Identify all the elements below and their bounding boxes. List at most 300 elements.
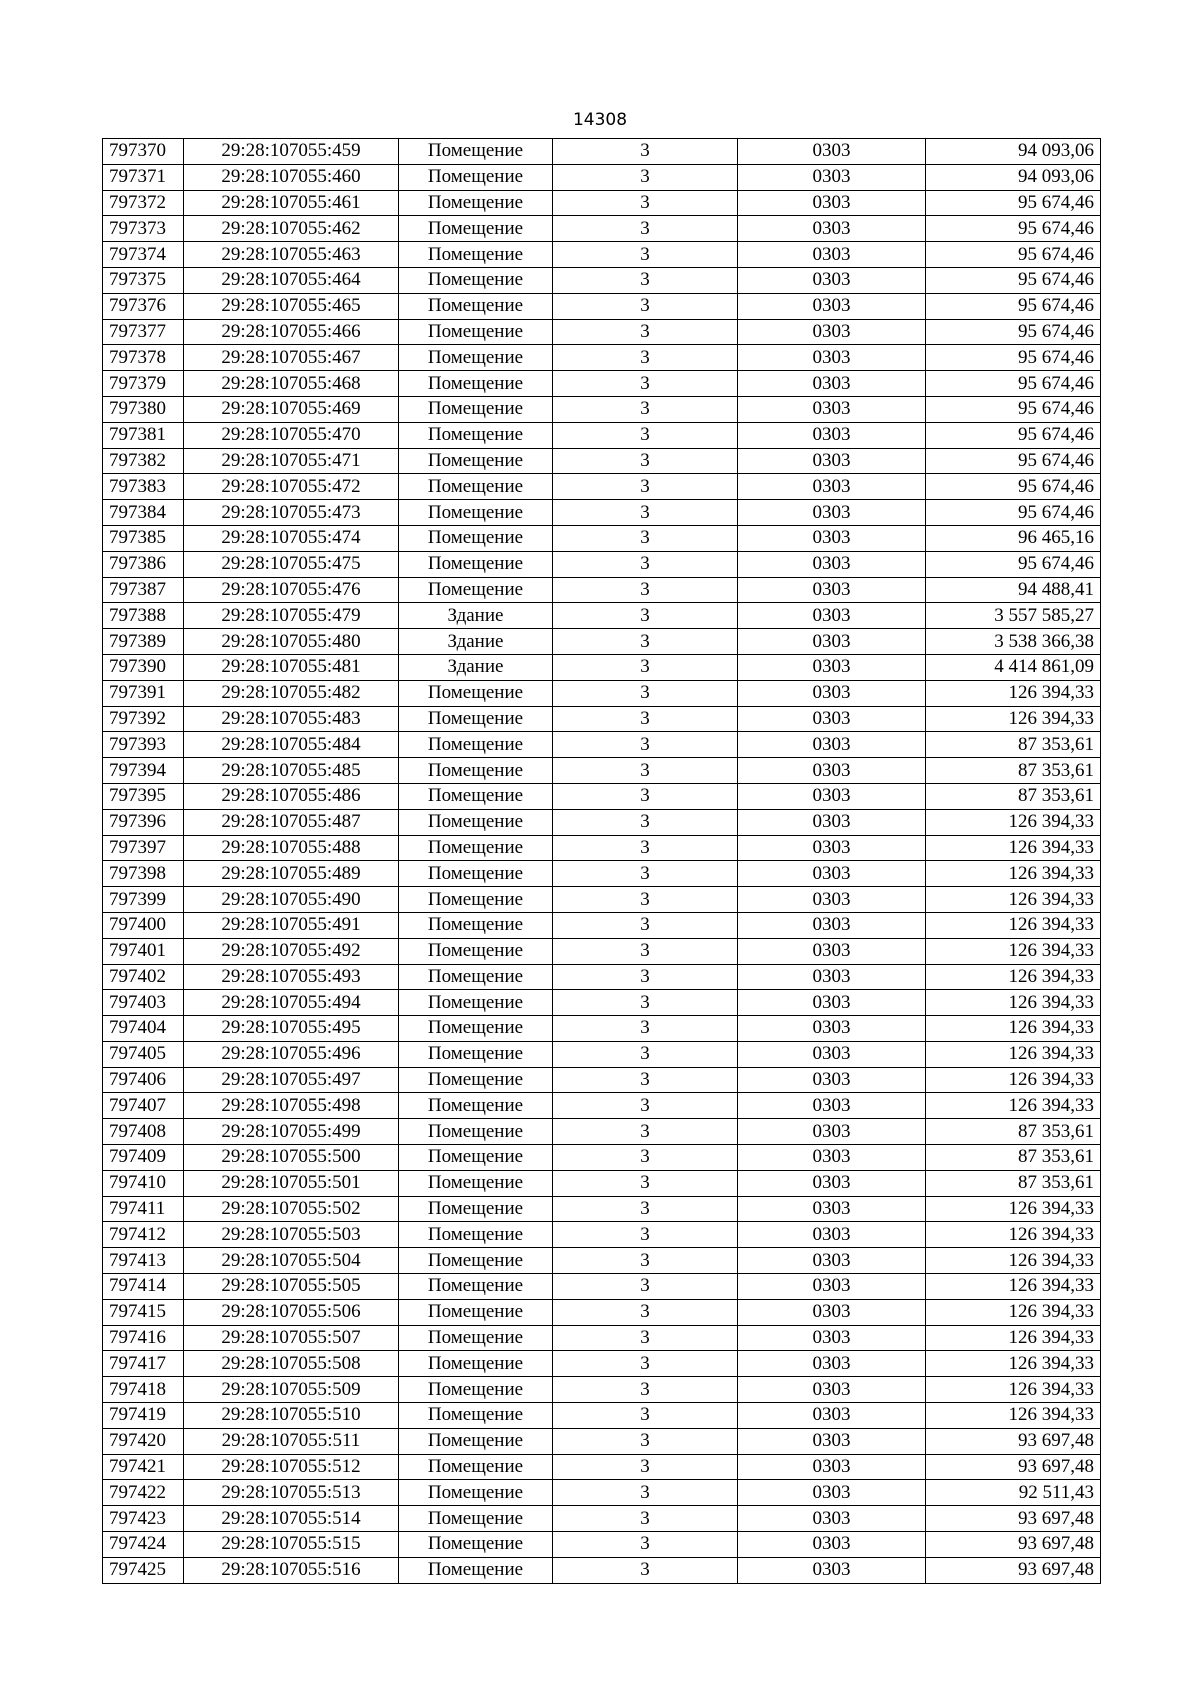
group-cell: 3 bbox=[553, 938, 738, 964]
code-cell: 0303 bbox=[738, 629, 926, 655]
table-row bbox=[103, 603, 1101, 629]
row-number-cell: 797400 bbox=[103, 912, 184, 938]
table-row bbox=[103, 190, 1101, 216]
group-cell: 3 bbox=[553, 1325, 738, 1351]
row-number-cell: 797422 bbox=[103, 1480, 184, 1506]
cadastral-value-cell: 96 465,16 bbox=[926, 525, 1101, 551]
group-cell: 3 bbox=[553, 1145, 738, 1171]
cadastral-value-cell: 126 394,33 bbox=[926, 835, 1101, 861]
code-cell: 0303 bbox=[738, 319, 926, 345]
object-type-cell: Помещение bbox=[399, 216, 553, 242]
table-row bbox=[103, 861, 1101, 887]
object-type-cell: Помещение bbox=[399, 1274, 553, 1300]
table-row bbox=[103, 964, 1101, 990]
object-type-cell: Здание bbox=[399, 629, 553, 655]
code-cell: 0303 bbox=[738, 371, 926, 397]
cadastral-value-cell: 126 394,33 bbox=[926, 1067, 1101, 1093]
group-cell: 3 bbox=[553, 1119, 738, 1145]
table-row bbox=[103, 758, 1101, 784]
code-cell: 0303 bbox=[738, 783, 926, 809]
object-type-cell: Помещение bbox=[399, 1299, 553, 1325]
group-cell: 3 bbox=[553, 1454, 738, 1480]
cadastral-number-cell: 29:28:107055:498 bbox=[184, 1093, 399, 1119]
row-number-cell: 797388 bbox=[103, 603, 184, 629]
cadastral-value-cell: 95 674,46 bbox=[926, 448, 1101, 474]
table-row bbox=[103, 912, 1101, 938]
table-row bbox=[103, 938, 1101, 964]
row-number-cell: 797383 bbox=[103, 474, 184, 500]
table-row bbox=[103, 216, 1101, 242]
row-number-cell: 797393 bbox=[103, 732, 184, 758]
row-number-cell: 797413 bbox=[103, 1248, 184, 1274]
code-cell: 0303 bbox=[738, 190, 926, 216]
group-cell: 3 bbox=[553, 242, 738, 268]
cadastral-number-cell: 29:28:107055:473 bbox=[184, 500, 399, 526]
group-cell: 3 bbox=[553, 1557, 738, 1583]
code-cell: 0303 bbox=[738, 1248, 926, 1274]
row-number-cell: 797403 bbox=[103, 990, 184, 1016]
object-type-cell: Помещение bbox=[399, 1377, 553, 1403]
object-type-cell: Помещение bbox=[399, 525, 553, 551]
table-row bbox=[103, 1274, 1101, 1300]
code-cell: 0303 bbox=[738, 1041, 926, 1067]
cadastral-number-cell: 29:28:107055:504 bbox=[184, 1248, 399, 1274]
row-number-cell: 797412 bbox=[103, 1222, 184, 1248]
code-cell: 0303 bbox=[738, 1325, 926, 1351]
cadastral-number-cell: 29:28:107055:470 bbox=[184, 422, 399, 448]
object-type-cell: Помещение bbox=[399, 345, 553, 371]
group-cell: 3 bbox=[553, 706, 738, 732]
cadastral-number-cell: 29:28:107055:483 bbox=[184, 706, 399, 732]
group-cell: 3 bbox=[553, 783, 738, 809]
cadastral-value-cell: 93 697,48 bbox=[926, 1454, 1101, 1480]
code-cell: 0303 bbox=[738, 293, 926, 319]
table-row bbox=[103, 1248, 1101, 1274]
row-number-cell: 797415 bbox=[103, 1299, 184, 1325]
table-row bbox=[103, 1119, 1101, 1145]
group-cell: 3 bbox=[553, 1222, 738, 1248]
cadastral-number-cell: 29:28:107055:482 bbox=[184, 680, 399, 706]
cadastral-value-cell: 95 674,46 bbox=[926, 396, 1101, 422]
cadastral-number-cell: 29:28:107055:484 bbox=[184, 732, 399, 758]
table-row bbox=[103, 1325, 1101, 1351]
object-type-cell: Помещение bbox=[399, 887, 553, 913]
object-type-cell: Помещение bbox=[399, 1428, 553, 1454]
code-cell: 0303 bbox=[738, 1196, 926, 1222]
object-type-cell: Помещение bbox=[399, 964, 553, 990]
object-type-cell: Помещение bbox=[399, 1506, 553, 1532]
table-row bbox=[103, 577, 1101, 603]
cadastral-value-cell: 95 674,46 bbox=[926, 371, 1101, 397]
object-type-cell: Помещение bbox=[399, 319, 553, 345]
code-cell: 0303 bbox=[738, 396, 926, 422]
table-row bbox=[103, 1403, 1101, 1429]
group-cell: 3 bbox=[553, 1016, 738, 1042]
cadastral-value-cell: 126 394,33 bbox=[926, 1196, 1101, 1222]
object-type-cell: Помещение bbox=[399, 1119, 553, 1145]
code-cell: 0303 bbox=[738, 912, 926, 938]
cadastral-number-cell: 29:28:107055:486 bbox=[184, 783, 399, 809]
cadastral-number-cell: 29:28:107055:479 bbox=[184, 603, 399, 629]
cadastral-number-cell: 29:28:107055:485 bbox=[184, 758, 399, 784]
code-cell: 0303 bbox=[738, 216, 926, 242]
table-row bbox=[103, 1428, 1101, 1454]
table-row bbox=[103, 1016, 1101, 1042]
object-type-cell: Помещение bbox=[399, 1170, 553, 1196]
cadastral-value-cell: 126 394,33 bbox=[926, 1093, 1101, 1119]
object-type-cell: Помещение bbox=[399, 500, 553, 526]
table-row bbox=[103, 887, 1101, 913]
cadastral-number-cell: 29:28:107055:496 bbox=[184, 1041, 399, 1067]
table-row bbox=[103, 319, 1101, 345]
cadastral-number-cell: 29:28:107055:494 bbox=[184, 990, 399, 1016]
cadastral-number-cell: 29:28:107055:505 bbox=[184, 1274, 399, 1300]
cadastral-number-cell: 29:28:107055:467 bbox=[184, 345, 399, 371]
table-row bbox=[103, 474, 1101, 500]
group-cell: 3 bbox=[553, 1196, 738, 1222]
row-number-cell: 797406 bbox=[103, 1067, 184, 1093]
cadastral-value-cell: 4 414 861,09 bbox=[926, 654, 1101, 680]
table-row bbox=[103, 371, 1101, 397]
group-cell: 3 bbox=[553, 164, 738, 190]
cadastral-value-cell: 126 394,33 bbox=[926, 706, 1101, 732]
cadastral-number-cell: 29:28:107055:464 bbox=[184, 267, 399, 293]
object-type-cell: Помещение bbox=[399, 938, 553, 964]
table-row bbox=[103, 1557, 1101, 1583]
group-cell: 3 bbox=[553, 1248, 738, 1274]
code-cell: 0303 bbox=[738, 1428, 926, 1454]
group-cell: 3 bbox=[553, 990, 738, 1016]
code-cell: 0303 bbox=[738, 1403, 926, 1429]
code-cell: 0303 bbox=[738, 1093, 926, 1119]
cadastral-value-table bbox=[102, 138, 1101, 1584]
row-number-cell: 797418 bbox=[103, 1377, 184, 1403]
object-type-cell: Помещение bbox=[399, 912, 553, 938]
group-cell: 3 bbox=[553, 345, 738, 371]
object-type-cell: Помещение bbox=[399, 1067, 553, 1093]
object-type-cell: Помещение bbox=[399, 1093, 553, 1119]
cadastral-number-cell: 29:28:107055:514 bbox=[184, 1506, 399, 1532]
table-row bbox=[103, 1145, 1101, 1171]
cadastral-number-cell: 29:28:107055:474 bbox=[184, 525, 399, 551]
cadastral-value-cell: 87 353,61 bbox=[926, 758, 1101, 784]
code-cell: 0303 bbox=[738, 964, 926, 990]
row-number-cell: 797414 bbox=[103, 1274, 184, 1300]
code-cell: 0303 bbox=[738, 1532, 926, 1558]
cadastral-value-cell: 95 674,46 bbox=[926, 267, 1101, 293]
cadastral-number-cell: 29:28:107055:480 bbox=[184, 629, 399, 655]
table-row bbox=[103, 1377, 1101, 1403]
group-cell: 3 bbox=[553, 319, 738, 345]
code-cell: 0303 bbox=[738, 474, 926, 500]
cadastral-number-cell: 29:28:107055:459 bbox=[184, 139, 399, 165]
table-row bbox=[103, 783, 1101, 809]
object-type-cell: Помещение bbox=[399, 396, 553, 422]
code-cell: 0303 bbox=[738, 938, 926, 964]
group-cell: 3 bbox=[553, 1299, 738, 1325]
group-cell: 3 bbox=[553, 1532, 738, 1558]
row-number-cell: 797381 bbox=[103, 422, 184, 448]
object-type-cell: Помещение bbox=[399, 1248, 553, 1274]
cadastral-number-cell: 29:28:107055:503 bbox=[184, 1222, 399, 1248]
cadastral-number-cell: 29:28:107055:506 bbox=[184, 1299, 399, 1325]
code-cell: 0303 bbox=[738, 164, 926, 190]
group-cell: 3 bbox=[553, 448, 738, 474]
row-number-cell: 797424 bbox=[103, 1532, 184, 1558]
group-cell: 3 bbox=[553, 758, 738, 784]
row-number-cell: 797372 bbox=[103, 190, 184, 216]
cadastral-value-cell: 126 394,33 bbox=[926, 680, 1101, 706]
code-cell: 0303 bbox=[738, 1067, 926, 1093]
cadastral-number-cell: 29:28:107055:463 bbox=[184, 242, 399, 268]
table-row bbox=[103, 1480, 1101, 1506]
code-cell: 0303 bbox=[738, 990, 926, 1016]
cadastral-value-cell: 126 394,33 bbox=[926, 990, 1101, 1016]
row-number-cell: 797402 bbox=[103, 964, 184, 990]
group-cell: 3 bbox=[553, 680, 738, 706]
object-type-cell: Помещение bbox=[399, 422, 553, 448]
table-row bbox=[103, 835, 1101, 861]
group-cell: 3 bbox=[553, 835, 738, 861]
group-cell: 3 bbox=[553, 371, 738, 397]
group-cell: 3 bbox=[553, 1067, 738, 1093]
group-cell: 3 bbox=[553, 267, 738, 293]
group-cell: 3 bbox=[553, 1274, 738, 1300]
row-number-cell: 797420 bbox=[103, 1428, 184, 1454]
table-row bbox=[103, 1532, 1101, 1558]
cadastral-number-cell: 29:28:107055:502 bbox=[184, 1196, 399, 1222]
code-cell: 0303 bbox=[738, 887, 926, 913]
cadastral-number-cell: 29:28:107055:509 bbox=[184, 1377, 399, 1403]
table-row bbox=[103, 396, 1101, 422]
row-number-cell: 797404 bbox=[103, 1016, 184, 1042]
object-type-cell: Помещение bbox=[399, 1454, 553, 1480]
row-number-cell: 797377 bbox=[103, 319, 184, 345]
cadastral-number-cell: 29:28:107055:497 bbox=[184, 1067, 399, 1093]
group-cell: 3 bbox=[553, 964, 738, 990]
code-cell: 0303 bbox=[738, 525, 926, 551]
group-cell: 3 bbox=[553, 139, 738, 165]
table-row bbox=[103, 990, 1101, 1016]
table-row bbox=[103, 1351, 1101, 1377]
object-type-cell: Помещение bbox=[399, 474, 553, 500]
table-row bbox=[103, 525, 1101, 551]
group-cell: 3 bbox=[553, 396, 738, 422]
row-number-cell: 797376 bbox=[103, 293, 184, 319]
cadastral-value-cell: 126 394,33 bbox=[926, 809, 1101, 835]
object-type-cell: Помещение bbox=[399, 1222, 553, 1248]
row-number-cell: 797425 bbox=[103, 1557, 184, 1583]
object-type-cell: Помещение bbox=[399, 835, 553, 861]
code-cell: 0303 bbox=[738, 1222, 926, 1248]
cadastral-value-cell: 93 697,48 bbox=[926, 1557, 1101, 1583]
cadastral-number-cell: 29:28:107055:466 bbox=[184, 319, 399, 345]
object-type-cell: Помещение bbox=[399, 1557, 553, 1583]
row-number-cell: 797371 bbox=[103, 164, 184, 190]
cadastral-number-cell: 29:28:107055:495 bbox=[184, 1016, 399, 1042]
code-cell: 0303 bbox=[738, 345, 926, 371]
table-row bbox=[103, 448, 1101, 474]
object-type-cell: Помещение bbox=[399, 758, 553, 784]
cadastral-number-cell: 29:28:107055:489 bbox=[184, 861, 399, 887]
code-cell: 0303 bbox=[738, 1377, 926, 1403]
cadastral-value-cell: 126 394,33 bbox=[926, 1351, 1101, 1377]
code-cell: 0303 bbox=[738, 732, 926, 758]
cadastral-value-cell: 126 394,33 bbox=[926, 861, 1101, 887]
cadastral-value-cell: 95 674,46 bbox=[926, 242, 1101, 268]
group-cell: 3 bbox=[553, 293, 738, 319]
code-cell: 0303 bbox=[738, 267, 926, 293]
object-type-cell: Помещение bbox=[399, 448, 553, 474]
group-cell: 3 bbox=[553, 861, 738, 887]
code-cell: 0303 bbox=[738, 1351, 926, 1377]
code-cell: 0303 bbox=[738, 809, 926, 835]
cadastral-value-cell: 126 394,33 bbox=[926, 1325, 1101, 1351]
object-type-cell: Помещение bbox=[399, 1196, 553, 1222]
code-cell: 0303 bbox=[738, 758, 926, 784]
page-number: 14308 bbox=[572, 110, 628, 130]
object-type-cell: Помещение bbox=[399, 1532, 553, 1558]
cadastral-number-cell: 29:28:107055:468 bbox=[184, 371, 399, 397]
code-cell: 0303 bbox=[738, 706, 926, 732]
object-type-cell: Помещение bbox=[399, 783, 553, 809]
row-number-cell: 797386 bbox=[103, 551, 184, 577]
cadastral-value-cell: 126 394,33 bbox=[926, 1222, 1101, 1248]
cadastral-value-cell: 3 557 585,27 bbox=[926, 603, 1101, 629]
table-row bbox=[103, 654, 1101, 680]
row-number-cell: 797419 bbox=[103, 1403, 184, 1429]
code-cell: 0303 bbox=[738, 242, 926, 268]
row-number-cell: 797375 bbox=[103, 267, 184, 293]
cadastral-value-cell: 126 394,33 bbox=[926, 912, 1101, 938]
row-number-cell: 797411 bbox=[103, 1196, 184, 1222]
code-cell: 0303 bbox=[738, 680, 926, 706]
code-cell: 0303 bbox=[738, 448, 926, 474]
table-row bbox=[103, 1506, 1101, 1532]
code-cell: 0303 bbox=[738, 139, 926, 165]
group-cell: 3 bbox=[553, 1041, 738, 1067]
object-type-cell: Помещение bbox=[399, 1480, 553, 1506]
row-number-cell: 797417 bbox=[103, 1351, 184, 1377]
table-row bbox=[103, 732, 1101, 758]
cadastral-number-cell: 29:28:107055:460 bbox=[184, 164, 399, 190]
group-cell: 3 bbox=[553, 1170, 738, 1196]
row-number-cell: 797370 bbox=[103, 139, 184, 165]
row-number-cell: 797405 bbox=[103, 1041, 184, 1067]
code-cell: 0303 bbox=[738, 1506, 926, 1532]
group-cell: 3 bbox=[553, 500, 738, 526]
table-row bbox=[103, 680, 1101, 706]
code-cell: 0303 bbox=[738, 861, 926, 887]
group-cell: 3 bbox=[553, 1351, 738, 1377]
cadastral-number-cell: 29:28:107055:501 bbox=[184, 1170, 399, 1196]
group-cell: 3 bbox=[553, 1428, 738, 1454]
object-type-cell: Помещение bbox=[399, 861, 553, 887]
row-number-cell: 797398 bbox=[103, 861, 184, 887]
table-row bbox=[103, 345, 1101, 371]
object-type-cell: Помещение bbox=[399, 1351, 553, 1377]
group-cell: 3 bbox=[553, 732, 738, 758]
cadastral-number-cell: 29:28:107055:492 bbox=[184, 938, 399, 964]
cadastral-value-cell: 94 093,06 bbox=[926, 139, 1101, 165]
row-number-cell: 797416 bbox=[103, 1325, 184, 1351]
cadastral-value-cell: 94 093,06 bbox=[926, 164, 1101, 190]
cadastral-value-cell: 93 697,48 bbox=[926, 1506, 1101, 1532]
cadastral-value-cell: 87 353,61 bbox=[926, 1119, 1101, 1145]
cadastral-value-cell: 93 697,48 bbox=[926, 1428, 1101, 1454]
object-type-cell: Помещение bbox=[399, 139, 553, 165]
cadastral-number-cell: 29:28:107055:461 bbox=[184, 190, 399, 216]
group-cell: 3 bbox=[553, 551, 738, 577]
table-row bbox=[103, 1093, 1101, 1119]
cadastral-number-cell: 29:28:107055:500 bbox=[184, 1145, 399, 1171]
row-number-cell: 797392 bbox=[103, 706, 184, 732]
code-cell: 0303 bbox=[738, 835, 926, 861]
cadastral-value-cell: 87 353,61 bbox=[926, 1145, 1101, 1171]
group-cell: 3 bbox=[553, 654, 738, 680]
row-number-cell: 797378 bbox=[103, 345, 184, 371]
code-cell: 0303 bbox=[738, 1299, 926, 1325]
cadastral-value-cell: 95 674,46 bbox=[926, 551, 1101, 577]
table-row bbox=[103, 500, 1101, 526]
row-number-cell: 797399 bbox=[103, 887, 184, 913]
row-number-cell: 797394 bbox=[103, 758, 184, 784]
row-number-cell: 797401 bbox=[103, 938, 184, 964]
cadastral-number-cell: 29:28:107055:465 bbox=[184, 293, 399, 319]
table-row bbox=[103, 293, 1101, 319]
object-type-cell: Помещение bbox=[399, 371, 553, 397]
table-row bbox=[103, 706, 1101, 732]
cadastral-value-cell: 126 394,33 bbox=[926, 1274, 1101, 1300]
cadastral-number-cell: 29:28:107055:510 bbox=[184, 1403, 399, 1429]
code-cell: 0303 bbox=[738, 1145, 926, 1171]
cadastral-number-cell: 29:28:107055:491 bbox=[184, 912, 399, 938]
cadastral-value-cell: 126 394,33 bbox=[926, 1299, 1101, 1325]
cadastral-value-cell: 95 674,46 bbox=[926, 345, 1101, 371]
group-cell: 3 bbox=[553, 1403, 738, 1429]
code-cell: 0303 bbox=[738, 1557, 926, 1583]
cadastral-value-cell: 87 353,61 bbox=[926, 732, 1101, 758]
row-number-cell: 797373 bbox=[103, 216, 184, 242]
cadastral-number-cell: 29:28:107055:511 bbox=[184, 1428, 399, 1454]
row-number-cell: 797387 bbox=[103, 577, 184, 603]
row-number-cell: 797407 bbox=[103, 1093, 184, 1119]
row-number-cell: 797390 bbox=[103, 654, 184, 680]
cadastral-value-cell: 126 394,33 bbox=[926, 887, 1101, 913]
row-number-cell: 797389 bbox=[103, 629, 184, 655]
cadastral-value-cell: 87 353,61 bbox=[926, 1170, 1101, 1196]
cadastral-number-cell: 29:28:107055:508 bbox=[184, 1351, 399, 1377]
cadastral-number-cell: 29:28:107055:512 bbox=[184, 1454, 399, 1480]
row-number-cell: 797410 bbox=[103, 1170, 184, 1196]
code-cell: 0303 bbox=[738, 1274, 926, 1300]
row-number-cell: 797396 bbox=[103, 809, 184, 835]
cadastral-value-cell: 3 538 366,38 bbox=[926, 629, 1101, 655]
object-type-cell: Помещение bbox=[399, 706, 553, 732]
object-type-cell: Помещение bbox=[399, 190, 553, 216]
cadastral-number-cell: 29:28:107055:469 bbox=[184, 396, 399, 422]
cadastral-value-cell: 87 353,61 bbox=[926, 783, 1101, 809]
cadastral-value-cell: 95 674,46 bbox=[926, 500, 1101, 526]
row-number-cell: 797395 bbox=[103, 783, 184, 809]
cadastral-value-cell: 93 697,48 bbox=[926, 1532, 1101, 1558]
cadastral-value-cell: 126 394,33 bbox=[926, 1041, 1101, 1067]
group-cell: 3 bbox=[553, 809, 738, 835]
object-type-cell: Помещение bbox=[399, 164, 553, 190]
table-row bbox=[103, 1196, 1101, 1222]
row-number-cell: 797421 bbox=[103, 1454, 184, 1480]
row-number-cell: 797380 bbox=[103, 396, 184, 422]
